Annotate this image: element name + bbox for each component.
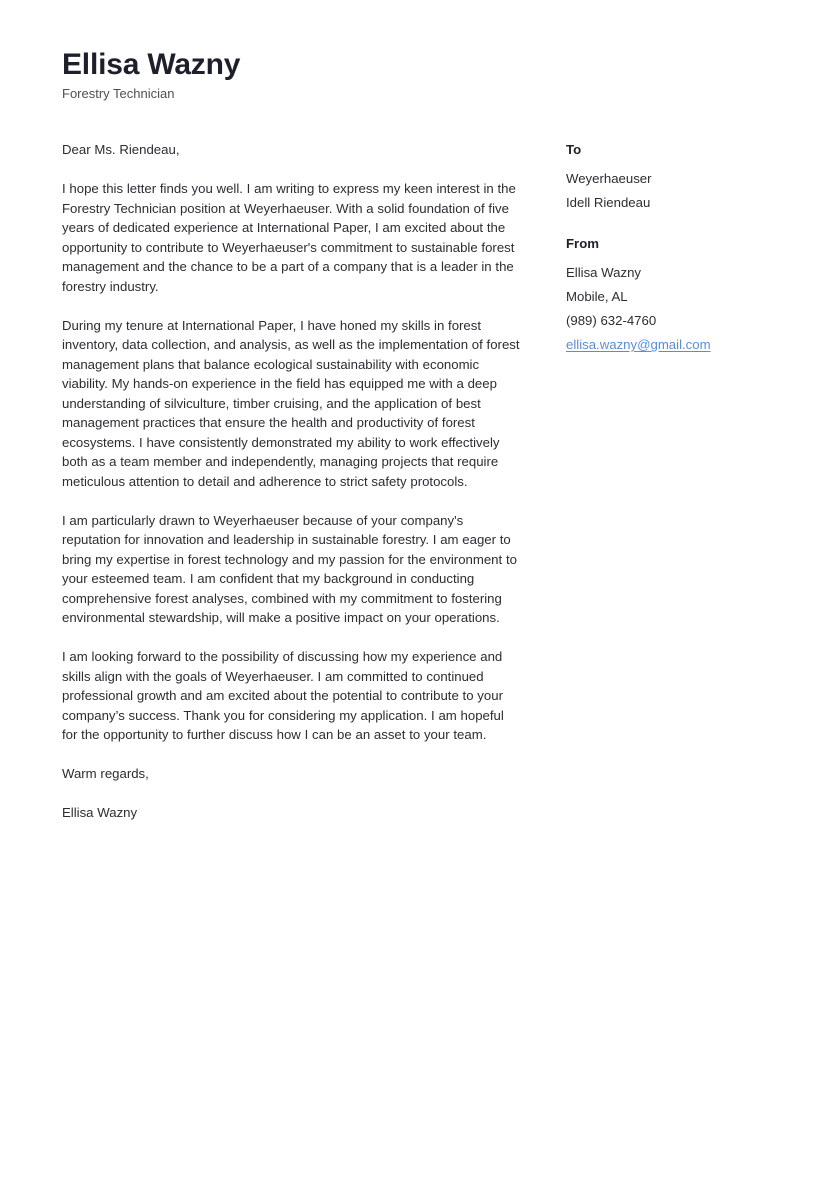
sender-email-link[interactable]: ellisa.wazny@gmail.com	[566, 337, 711, 352]
page-title: Ellisa Wazny	[62, 48, 241, 81]
letter-meta-sidebar	[566, 140, 786, 354]
sender-block	[566, 234, 786, 354]
letter-body-column	[62, 140, 520, 823]
recipient-name: Idell Riendeau	[566, 195, 651, 210]
closing-line: Warm regards,	[62, 766, 149, 781]
recipient-company: Weyerhaeuser	[566, 171, 652, 186]
recipient-block	[566, 140, 786, 212]
sender-phone: (989) 632-4760	[566, 313, 657, 328]
to-heading: To	[566, 142, 582, 157]
salutation: Dear Ms. Riendeau,	[62, 142, 180, 157]
letter-header	[62, 48, 762, 101]
from-heading: From	[566, 236, 599, 251]
letter-paragraph: I am looking forward to the possibility of discussing how my experience and skills align with the goals of Weyerhaeuser. I am committed to continued professional growth and am excited about the potential to contribute to your company’s success. Thank you for considering my application. I am hopeful for the opportunity to further discuss how I can be an asset to your team.	[62, 649, 504, 742]
letter-paragraph: I am particularly drawn to Weyerhaeuser because of your company's reputation for innovation and leadership in sustainable forestry. I am eager to bring my expertise in forest technology and my passion for the environment to your esteemed team. I am confident that my background in conducting comprehensive forest analyses, combined with my commitment to fostering environmental stewardship, will make a positive impact on your operations.	[62, 512, 517, 625]
letter-paragraph: During my tenure at International Paper, I have honed my skills in forest inventory, data collection, and analysis, as well as the implementation of forest management plans that balance ecological sustainability with economic viability. My hands-on experience in the field has equipped me with a deep understanding of silviculture, timber cruising, and the application of best management practices that ensure the health and productivity of forest ecosystems. I have consistently demonstrated my ability to work effectively both as a team member and independently, managing projects that require meticulous attention to detail and adherence to strict safety protocols.	[62, 317, 520, 489]
sender-email-row	[566, 335, 786, 354]
signature-name: Ellisa Wazny	[62, 805, 138, 820]
letter-paragraph: I hope this letter finds you well. I am writing to express my keen interest in the Forestry Technician position at Weyerhaeuser. With a solid foundation of five years of dedicated experience at International Paper, I am excited about the opportunity to contribute to Weyerhaeuser's commitment to sustainable forest management and the chance to be a part of a company that is a leader in the forestry industry.	[62, 181, 516, 294]
sender-location: Mobile, AL	[566, 289, 628, 304]
candidate-role: Forestry Technician	[62, 85, 175, 101]
sender-name: Ellisa Wazny	[566, 265, 641, 280]
